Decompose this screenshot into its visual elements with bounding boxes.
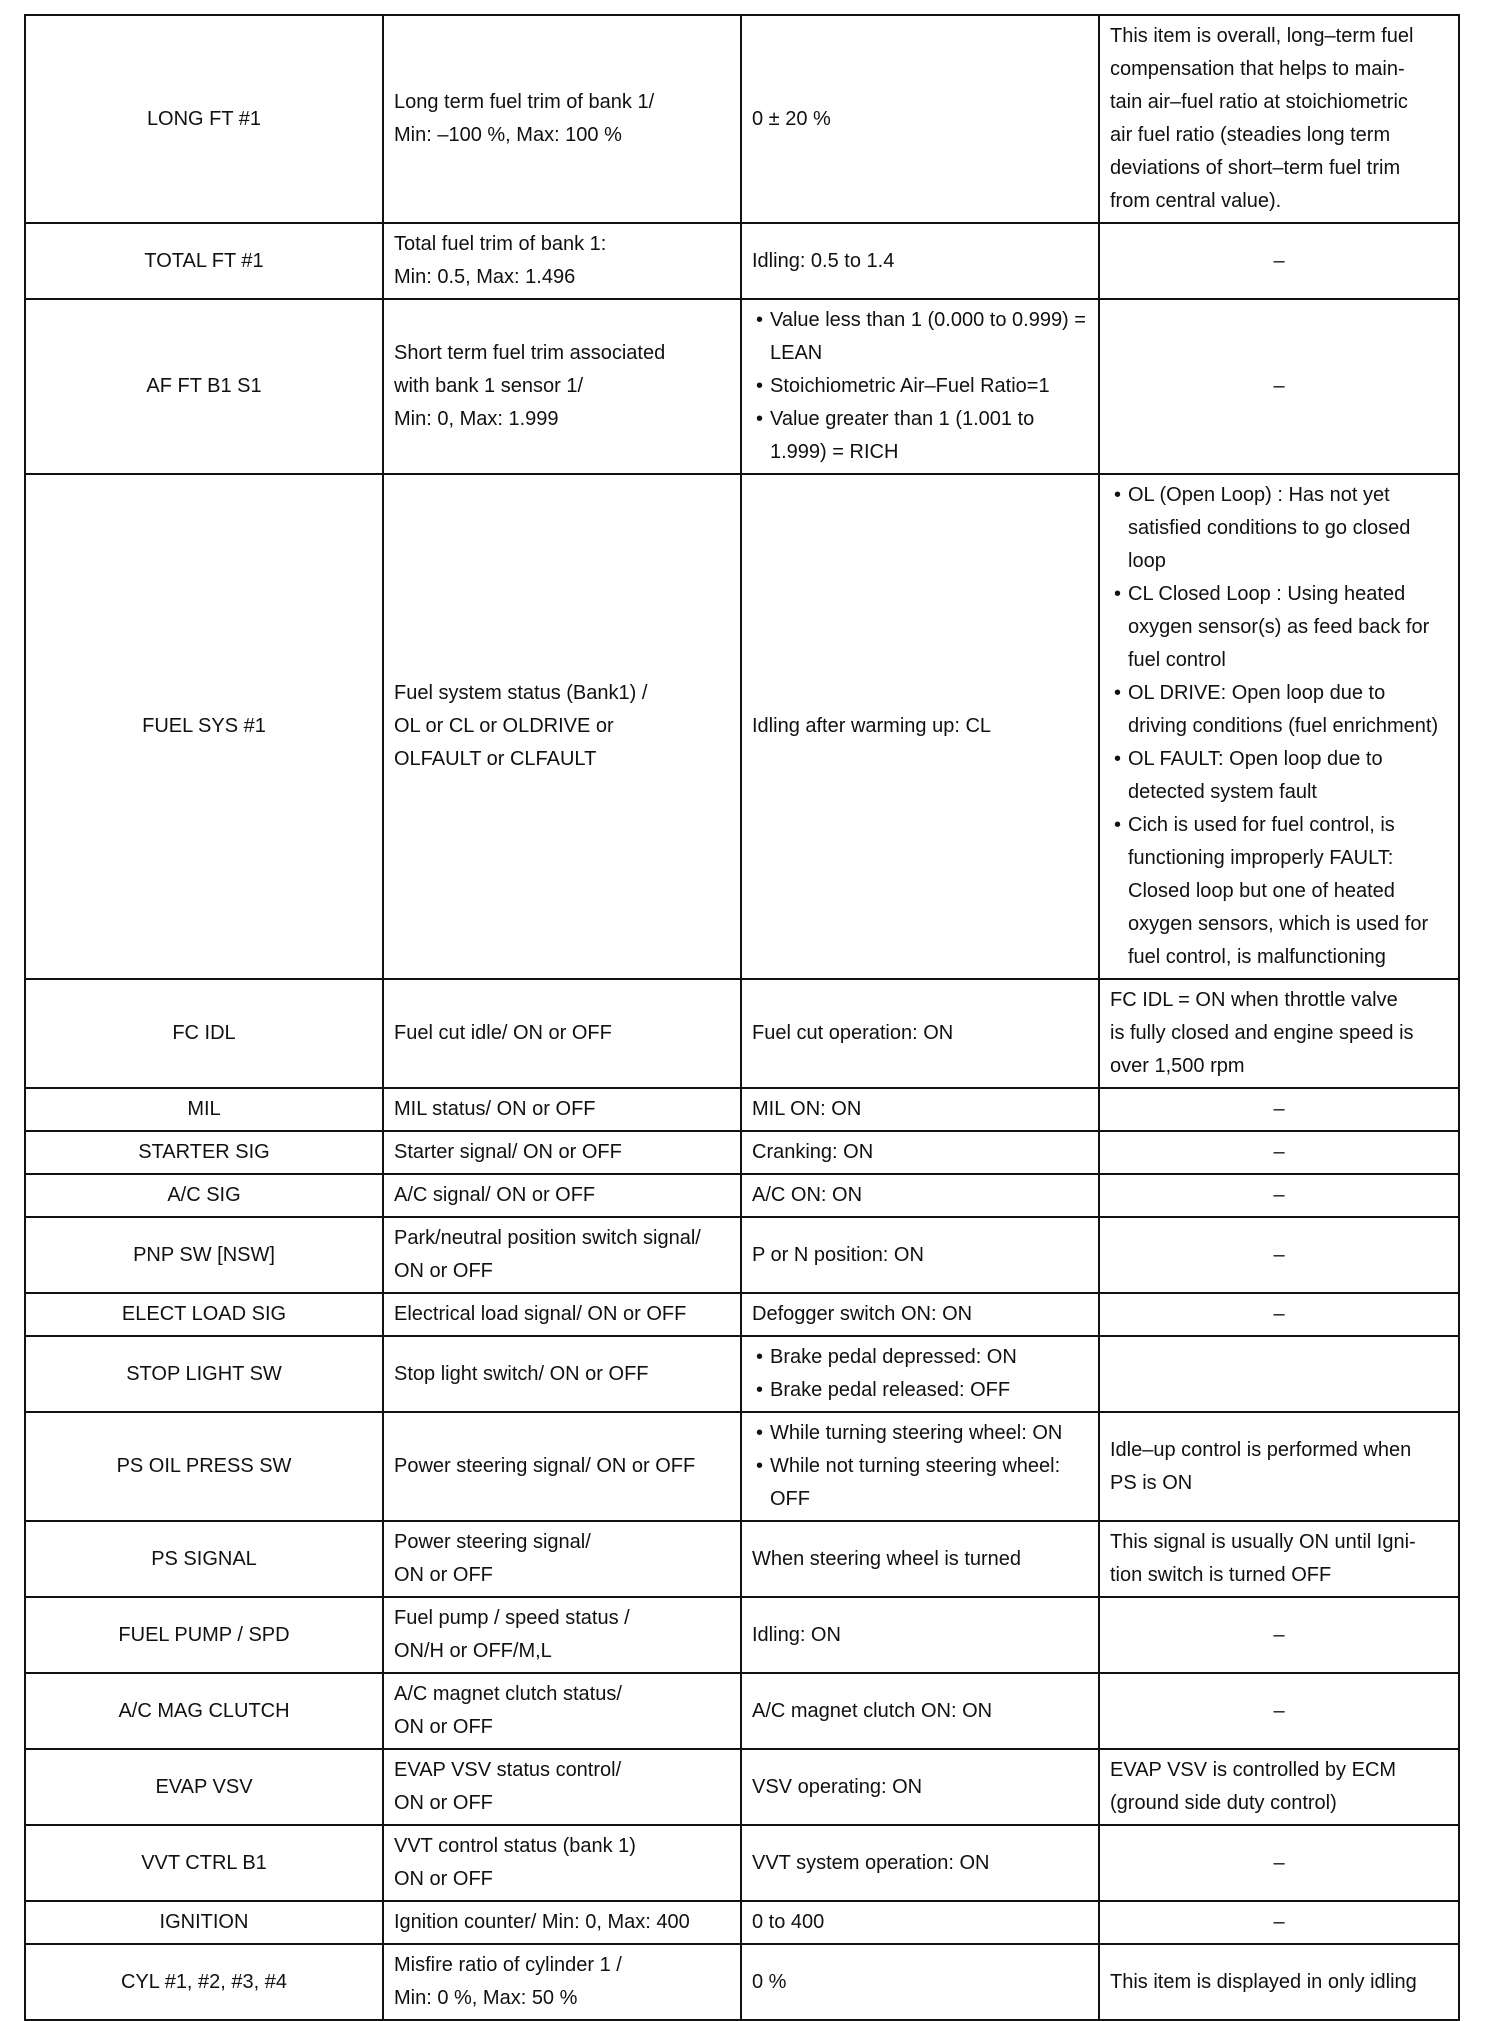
- table-row: [25, 1673, 1459, 1749]
- cell-text-line: (ground side duty control): [1110, 1792, 1337, 1814]
- cell-text-line: Power steering signal/: [394, 1531, 591, 1553]
- measurement-item-range: [383, 474, 741, 979]
- bullet-item: • OL DRIVE: Open loop due to driving conditions (fuel enrichment): [1110, 677, 1448, 743]
- table-row: [25, 1944, 1459, 2020]
- cell-text-line: 0 ± 20 %: [752, 107, 831, 130]
- table-row: [25, 223, 1459, 299]
- table-row: [25, 1597, 1459, 1673]
- cell-text-line: with bank 1 sensor 1/: [394, 375, 583, 397]
- cell-text-line: Idling after warming up: CL: [752, 715, 992, 737]
- cell-text-line: A/C magnet clutch status/: [394, 1683, 622, 1705]
- cell-text-line: Idle–up control is performed when: [1110, 1438, 1412, 1461]
- measurement-item-range: [383, 1901, 741, 1944]
- bullet-item: • Value greater than 1 (1.001 to 1.999) = RICH: [752, 403, 1088, 469]
- cell-text-line: P or N position: ON: [752, 1243, 924, 1266]
- tester-display-item: ELECT LOAD SIG: [25, 1293, 383, 1336]
- cell-text-line: OL or CL or OLDRIVE or: [394, 715, 614, 737]
- cell-text-line: Min: 0.5, Max: 1.496: [394, 266, 576, 288]
- cell-text-line: A/C ON: ON: [752, 1184, 863, 1206]
- cell-text-line: tain air–fuel ratio at stoichiometric: [1110, 91, 1408, 113]
- cell-text-line: Idling: ON: [752, 1623, 841, 1646]
- bullet-item: • Brake pedal released: OFF: [752, 1374, 1088, 1407]
- document-page: [24, 14, 1458, 2021]
- tester-display-item: TOTAL FT #1: [25, 223, 383, 299]
- measurement-item-range: [383, 1088, 741, 1131]
- tester-display-item: A/C MAG CLUTCH: [25, 1673, 383, 1749]
- normal-condition: [741, 1174, 1099, 1217]
- dash-placeholder: –: [1273, 1098, 1285, 1120]
- dash-placeholder: –: [1273, 1623, 1285, 1646]
- cell-text-line: Electrical load signal/ ON or OFF: [394, 1303, 687, 1325]
- tester-display-item: PS OIL PRESS SW: [25, 1412, 383, 1521]
- diagnostic-note: [1099, 1088, 1459, 1131]
- cell-text-line: A/C signal/ ON or OFF: [394, 1184, 596, 1206]
- measurement-item-range: [383, 1412, 741, 1521]
- cell-text-line: VSV operating: ON: [752, 1775, 923, 1798]
- measurement-item-range: [383, 1521, 741, 1597]
- cell-text-line: Power steering signal/ ON or OFF: [394, 1455, 696, 1477]
- tester-display-item: A/C SIG: [25, 1174, 383, 1217]
- measurement-item-range: [383, 1174, 741, 1217]
- cell-text-line: EVAP VSV is controlled by ECM: [1110, 1759, 1397, 1781]
- normal-condition: [741, 1217, 1099, 1293]
- cell-text-line: Starter signal/ ON or OFF: [394, 1141, 622, 1163]
- table-row: [25, 1293, 1459, 1336]
- tester-display-item: LONG FT #1: [25, 15, 383, 223]
- normal-condition: [741, 1944, 1099, 2020]
- bullet-item: • OL FAULT: Open loop due to detected system fault: [1110, 743, 1448, 809]
- dash-placeholder: –: [1273, 249, 1285, 272]
- measurement-item-range: [383, 299, 741, 474]
- diagnostic-note: [1099, 1174, 1459, 1217]
- bullet-item: • Value less than 1 (0.000 to 0.999) = LEAN: [752, 304, 1088, 370]
- diagnostic-note: [1099, 1131, 1459, 1174]
- cell-text-line: Min: –100 %, Max: 100 %: [394, 124, 622, 146]
- cell-text-line: PS is ON: [1110, 1471, 1193, 1494]
- table-row: [25, 1174, 1459, 1217]
- cell-text-line: ON or OFF: [394, 1716, 493, 1738]
- normal-condition: [741, 979, 1099, 1088]
- table-row: [25, 1901, 1459, 1944]
- diagnostic-note: [1099, 15, 1459, 223]
- tester-display-item: EVAP VSV: [25, 1749, 383, 1825]
- dash-placeholder: –: [1273, 375, 1285, 397]
- cell-text-line: air fuel ratio (steadies long term: [1110, 124, 1391, 146]
- tester-display-item: MIL: [25, 1088, 383, 1131]
- normal-condition: [741, 1293, 1099, 1336]
- tester-display-item: AF FT B1 S1: [25, 299, 383, 474]
- measurement-item-range: [383, 1597, 741, 1673]
- cell-text-line: Ignition counter/ Min: 0, Max: 400: [394, 1911, 690, 1933]
- diagnostic-note: [1099, 1217, 1459, 1293]
- cell-text-line: EVAP VSV status control/: [394, 1759, 622, 1781]
- cell-text-line: compensation that helps to main-: [1110, 58, 1405, 80]
- cell-text-line: Total fuel trim of bank 1:: [394, 233, 607, 255]
- table-row: [25, 15, 1459, 223]
- normal-condition: [741, 299, 1099, 474]
- cell-text-line: Stop light switch/ ON or OFF: [394, 1362, 649, 1385]
- dash-placeholder: –: [1273, 1184, 1285, 1206]
- bullet-item: • OL (Open Loop) : Has not yet satisfied conditions to go closed loop: [1110, 479, 1448, 578]
- tester-display-item: CYL #1, #2, #3, #4: [25, 1944, 383, 2020]
- tester-display-item: VVT CTRL B1: [25, 1825, 383, 1901]
- cell-text-line: ON or OFF: [394, 1260, 493, 1282]
- cell-text-line: Idling: 0.5 to 1.4: [752, 249, 895, 272]
- diagnostic-note: [1099, 1597, 1459, 1673]
- measurement-item-range: [383, 979, 741, 1088]
- bullet-item: • Stoichiometric Air–Fuel Ratio=1: [752, 370, 1088, 403]
- cell-text-line: Fuel cut idle/ ON or OFF: [394, 1022, 612, 1044]
- cell-text-line: ON or OFF: [394, 1792, 493, 1814]
- cell-text-line: Fuel pump / speed status /: [394, 1607, 630, 1629]
- measurement-item-range: [383, 1293, 741, 1336]
- normal-condition: [741, 223, 1099, 299]
- tester-display-item: STARTER SIG: [25, 1131, 383, 1174]
- table-row: [25, 1131, 1459, 1174]
- table-row: [25, 1825, 1459, 1901]
- cell-text-line: over 1,500 rpm: [1110, 1055, 1245, 1077]
- bullet-item: • CL Closed Loop : Using heated oxygen sensor(s) as feed back for fuel control: [1110, 578, 1448, 677]
- normal-condition: [741, 1088, 1099, 1131]
- cell-text-line: This signal is usually ON until Igni-: [1110, 1531, 1416, 1553]
- measurement-item-range: [383, 1749, 741, 1825]
- normal-condition: [741, 1901, 1099, 1944]
- cell-text-line: Short term fuel trim associated: [394, 342, 666, 364]
- cell-text-line: Cranking: ON: [752, 1141, 874, 1163]
- cell-text-line: Fuel system status (Bank1) /: [394, 682, 648, 704]
- diagnostic-note: [1099, 1673, 1459, 1749]
- cell-text-line: 0 %: [752, 1970, 787, 1993]
- cell-text-line: When steering wheel is turned: [752, 1547, 1022, 1570]
- measurement-item-range: [383, 1944, 741, 2020]
- tester-display-item: FUEL PUMP / SPD: [25, 1597, 383, 1673]
- diagnostic-note: [1099, 1944, 1459, 2020]
- cell-text-line: ON or OFF: [394, 1564, 493, 1586]
- normal-condition: [741, 1673, 1099, 1749]
- dash-placeholder: –: [1273, 1911, 1285, 1933]
- dash-placeholder: –: [1273, 1851, 1285, 1874]
- normal-condition: [741, 1412, 1099, 1521]
- tester-display-item: IGNITION: [25, 1901, 383, 1944]
- normal-condition: [741, 1597, 1099, 1673]
- measurement-item-range: [383, 1673, 741, 1749]
- diagnostic-note: [1099, 1825, 1459, 1901]
- bullet-item: • Brake pedal depressed: ON: [752, 1341, 1088, 1374]
- cell-text-line: VVT system operation: ON: [752, 1851, 990, 1874]
- tester-display-item: FUEL SYS #1: [25, 474, 383, 979]
- cell-text-line: Min: 0 %, Max: 50 %: [394, 1987, 578, 2009]
- measurement-item-range: [383, 1217, 741, 1293]
- normal-condition: [741, 1825, 1099, 1901]
- measurement-item-range: [383, 223, 741, 299]
- table-row: [25, 1336, 1459, 1412]
- cell-text-line: MIL status/ ON or OFF: [394, 1098, 596, 1120]
- cell-text-line: Min: 0, Max: 1.999: [394, 408, 559, 430]
- normal-condition: [741, 1336, 1099, 1412]
- diagnostic-note: [1099, 223, 1459, 299]
- tester-display-item: PS SIGNAL: [25, 1521, 383, 1597]
- cell-text-line: Fuel cut operation: ON: [752, 1022, 954, 1044]
- cell-text-line: OLFAULT or CLFAULT: [394, 748, 597, 770]
- diagnostic-note: [1099, 299, 1459, 474]
- dash-placeholder: –: [1273, 1699, 1285, 1722]
- measurement-item-range: [383, 1336, 741, 1412]
- bullet-item: • While turning steering wheel: ON: [752, 1417, 1088, 1450]
- cell-text-line: MIL ON: ON: [752, 1098, 862, 1120]
- table-row: [25, 299, 1459, 474]
- tester-display-item: PNP SW [NSW]: [25, 1217, 383, 1293]
- bullet-item: • Cich is used for fuel control, is functioning improperly FAULT: Closed loop but one of heated oxygen sensors, which is used for fuel control, is malfunctioning: [1110, 809, 1448, 974]
- cell-text-line: VVT control status (bank 1): [394, 1835, 636, 1857]
- table-row: [25, 1749, 1459, 1825]
- cell-text-line: Park/neutral position switch signal/: [394, 1227, 701, 1249]
- normal-condition: [741, 474, 1099, 979]
- table-row: [25, 1412, 1459, 1521]
- measurement-item-range: [383, 1825, 741, 1901]
- cell-text-line: This item is displayed in only idling: [1110, 1970, 1417, 1993]
- normal-condition: [741, 1521, 1099, 1597]
- tester-display-item: FC IDL: [25, 979, 383, 1088]
- normal-condition: [741, 1749, 1099, 1825]
- cell-text-line: is fully closed and engine speed is: [1110, 1022, 1414, 1044]
- table-body: [25, 15, 1459, 2020]
- normal-condition: [741, 15, 1099, 223]
- dash-placeholder: –: [1273, 1141, 1285, 1163]
- cell-text-line: deviations of short–term fuel trim: [1110, 157, 1401, 179]
- data-list-table: [24, 14, 1460, 2021]
- diagnostic-note: [1099, 1336, 1459, 1412]
- diagnostic-note: [1099, 1521, 1459, 1597]
- dash-placeholder: –: [1273, 1303, 1285, 1325]
- cell-text-line: Misfire ratio of cylinder 1 /: [394, 1954, 622, 1976]
- diagnostic-note: [1099, 474, 1459, 979]
- measurement-item-range: [383, 1131, 741, 1174]
- table-row: [25, 1521, 1459, 1597]
- cell-text-line: This item is overall, long–term fuel: [1110, 25, 1414, 47]
- diagnostic-note: [1099, 1412, 1459, 1521]
- table-row: [25, 1217, 1459, 1293]
- tester-display-item: STOP LIGHT SW: [25, 1336, 383, 1412]
- cell-text-line: ON/H or OFF/M,L: [394, 1640, 552, 1662]
- measurement-item-range: [383, 15, 741, 223]
- cell-text-line: FC IDL = ON when throttle valve: [1110, 989, 1398, 1011]
- normal-condition: [741, 1131, 1099, 1174]
- cell-text-line: ON or OFF: [394, 1868, 493, 1890]
- diagnostic-note: [1099, 1749, 1459, 1825]
- diagnostic-note: [1099, 979, 1459, 1088]
- diagnostic-note: [1099, 1293, 1459, 1336]
- cell-text-line: 0 to 400: [752, 1911, 825, 1933]
- cell-text-line: Defogger switch ON: ON: [752, 1303, 973, 1325]
- dash-placeholder: –: [1273, 1243, 1285, 1266]
- cell-text-line: from central value).: [1110, 190, 1282, 212]
- cell-text-line: Long term fuel trim of bank 1/: [394, 91, 655, 113]
- cell-text-line: tion switch is turned OFF: [1110, 1564, 1332, 1586]
- cell-text-line: A/C magnet clutch ON: ON: [752, 1699, 993, 1722]
- diagnostic-note: [1099, 1901, 1459, 1944]
- table-row: [25, 979, 1459, 1088]
- table-row: [25, 474, 1459, 979]
- bullet-item: • While not turning steering wheel: OFF: [752, 1450, 1088, 1516]
- table-row: [25, 1088, 1459, 1131]
